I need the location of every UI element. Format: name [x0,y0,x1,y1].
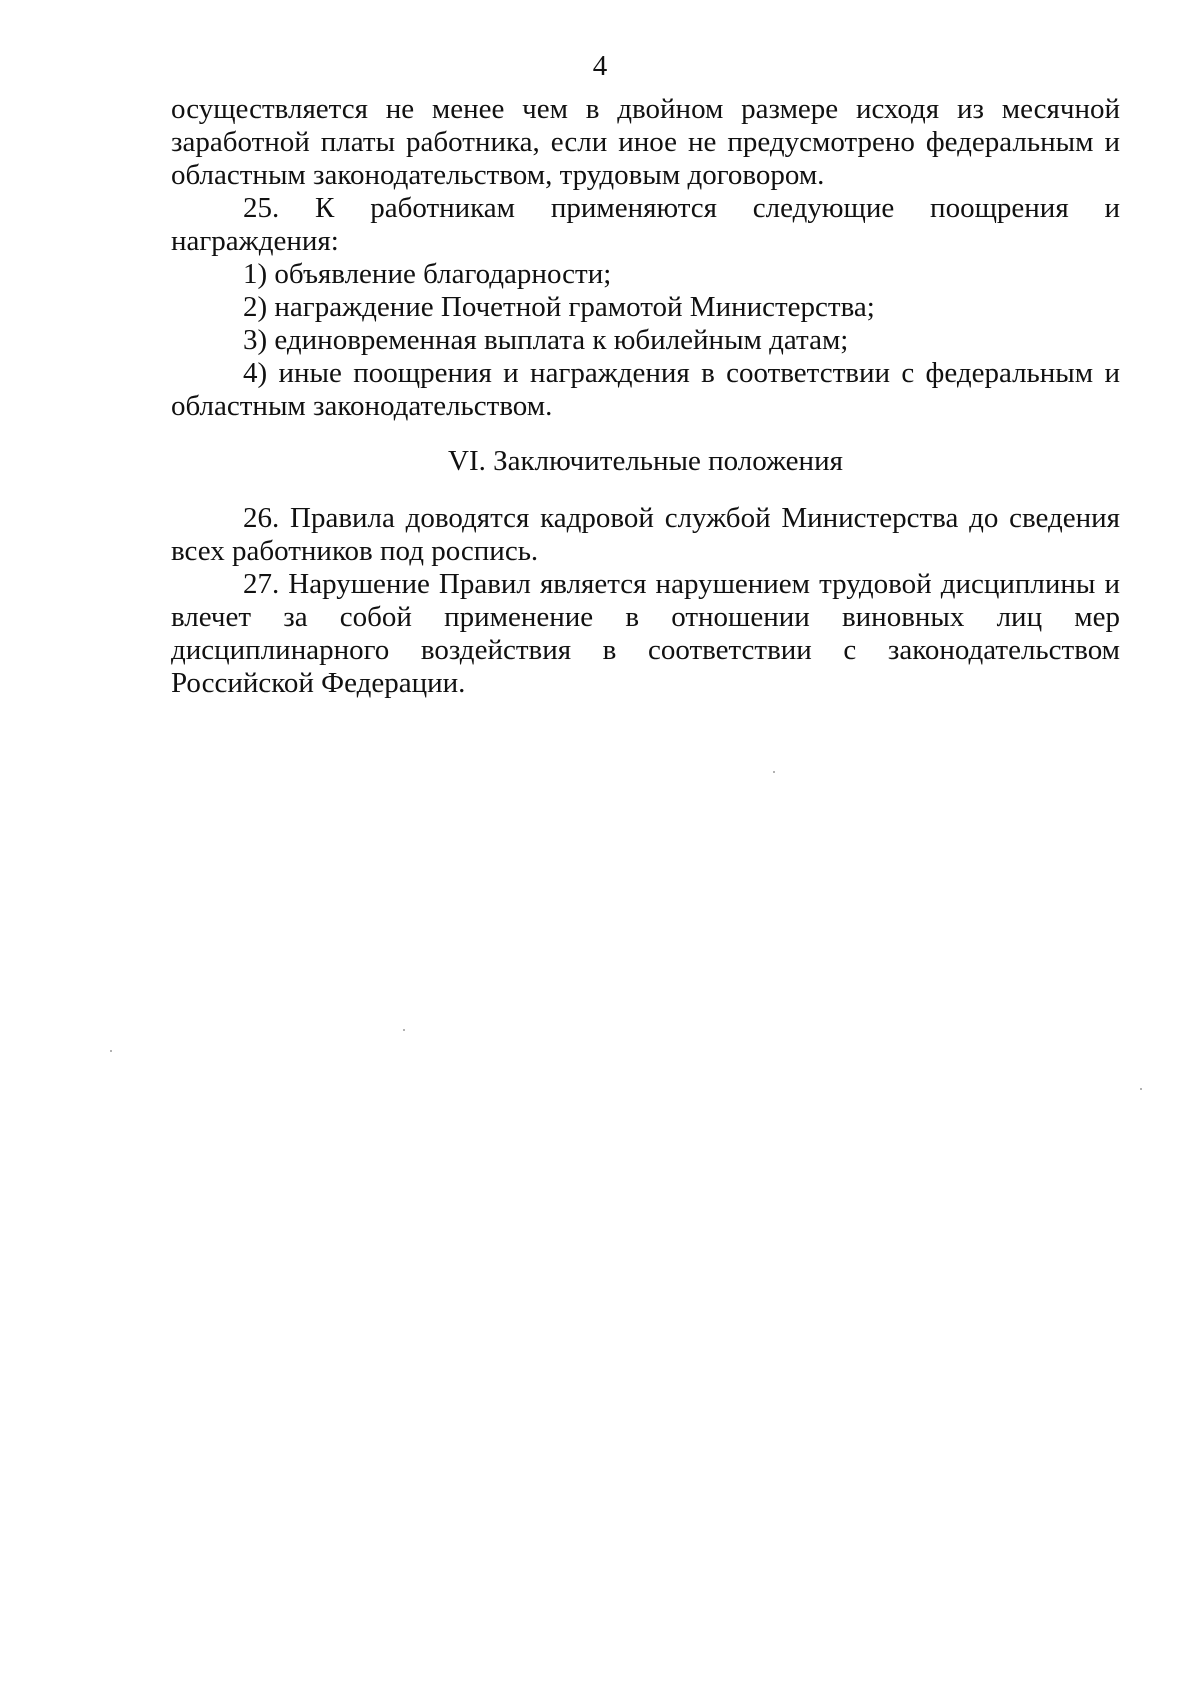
paragraph-25: 25. К работникам применяются следующие поощрения и награждения: [171,192,1120,257]
scan-speck [773,771,775,773]
paragraph-continuation: осуществляется не менее чем в двойном размере исходя из месячной заработной платы работника, если иное не предусмотрено федеральным и областным законодательством, трудовым договором. [171,93,1120,191]
paragraph-26: 26. Правила доводятся кадровой службой Министерства до сведения всех работников под роспись. [171,502,1120,567]
list-item-3: 3) единовременная выплата к юбилейным датам; [243,324,849,356]
list-item-2: 2) награждение Почетной грамотой Министерства; [243,291,875,323]
paragraph-27: 27. Нарушение Правил является нарушением трудовой дисциплины и влечет за собой применение в отношении виновных лиц мер дисциплинарного воздействия в соответствии с законодательством Российской Федерации. [171,568,1120,699]
list-item-4: 4) иные поощрения и награждения в соответствии с федеральным и областным законодательством. [171,357,1120,422]
scan-speck [110,1050,112,1052]
section-heading: VI. Заключительные положения [448,445,843,477]
page-number: 4 [592,50,608,82]
list-item-1: 1) объявление благодарности; [243,258,612,290]
scan-speck [1140,1088,1142,1090]
scan-speck [403,1029,405,1031]
document-body [171,93,1120,700]
